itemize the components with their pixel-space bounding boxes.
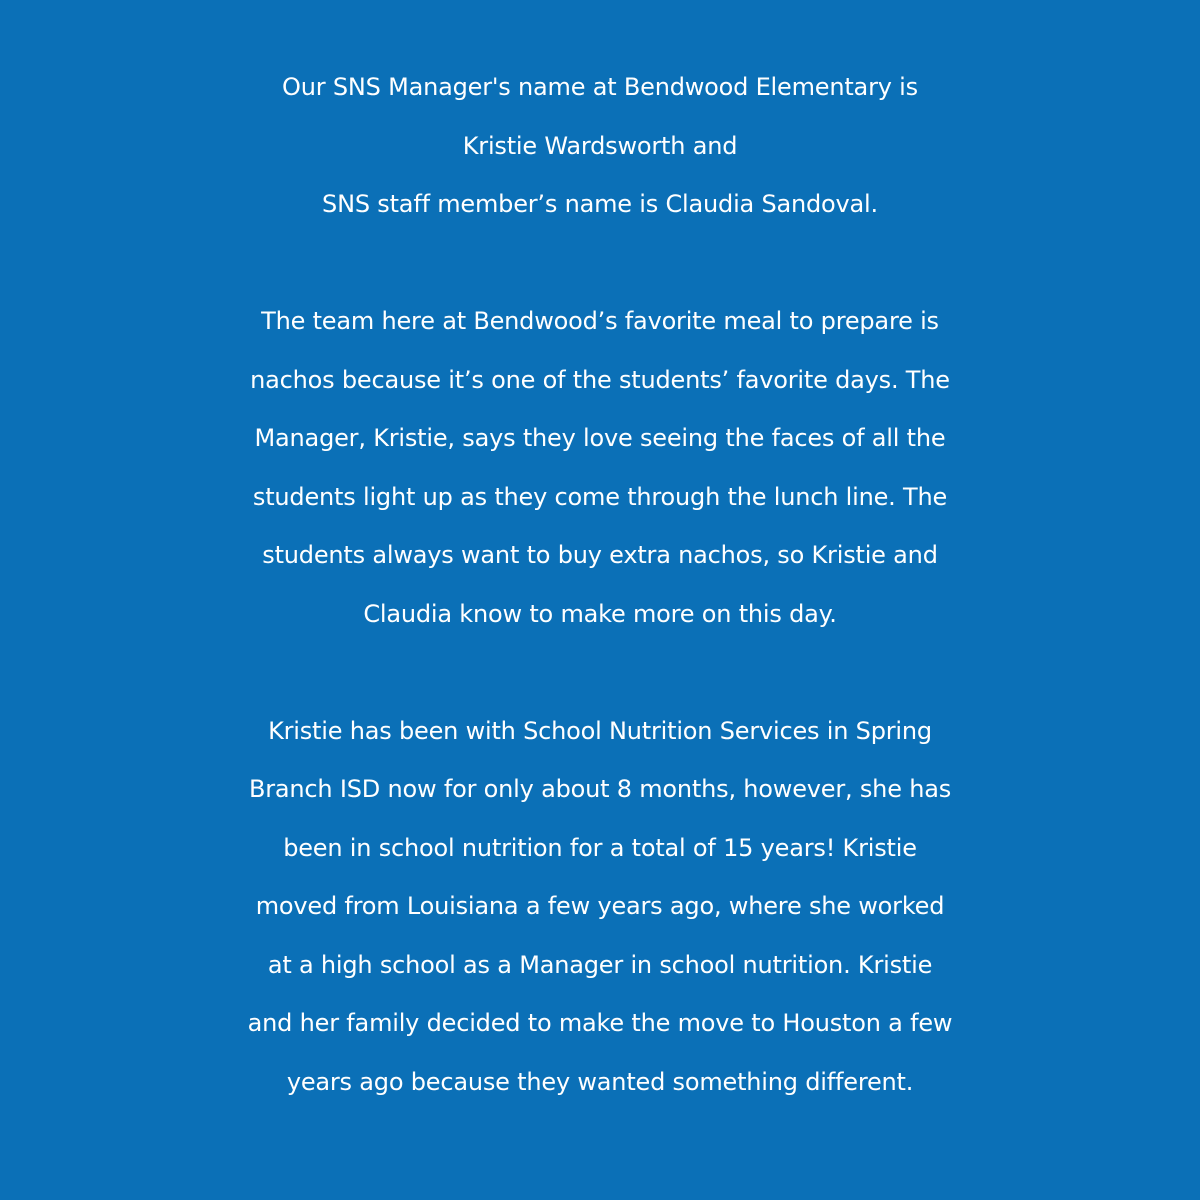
text-line: The team here at Bendwood’s favorite meal to prepare is — [261, 307, 939, 335]
text-line: Our SNS Manager's name at Bendwood Elementary is — [282, 73, 918, 101]
paragraph-favorite-meal — [0, 292, 1200, 643]
text-line: Branch ISD now for only about 8 months, however, she has — [248, 775, 952, 803]
text-line: Claudia know to make more on this day. — [363, 599, 837, 628]
paragraph-spacer — [0, 234, 1200, 293]
paragraph-spacer — [0, 643, 1200, 702]
text-line: and her family decided to make the move to Houston a few — [247, 1009, 953, 1037]
text-line: been in school nutrition for a total of 15 years! Kristie — [283, 833, 917, 862]
paragraph-staff-names — [0, 58, 1200, 234]
text-line: Manager, Kristie, says they love seeing the faces of all the — [254, 424, 946, 452]
text-line: SNS staff member’s name is Claudia Sandoval. — [322, 190, 878, 218]
text-line: students light up as they come through the lunch line. The — [252, 482, 948, 511]
text-line: years ago because they wanted something different. — [286, 1067, 914, 1096]
text-line: Kristie Wardsworth and — [462, 131, 738, 160]
paragraph-manager-background — [0, 702, 1200, 1112]
text-line: nachos because it’s one of the students’ favorite days. The — [250, 365, 950, 394]
text-line: Kristie has been with School Nutrition Services in Spring — [268, 716, 932, 745]
card-text — [0, 58, 1200, 1111]
text-line: at a high school as a Manager in school nutrition. Kristie — [267, 950, 933, 979]
text-line: moved from Louisiana a few years ago, where she worked — [255, 892, 945, 920]
text-line: students always want to buy extra nachos, so Kristie and — [262, 541, 938, 569]
